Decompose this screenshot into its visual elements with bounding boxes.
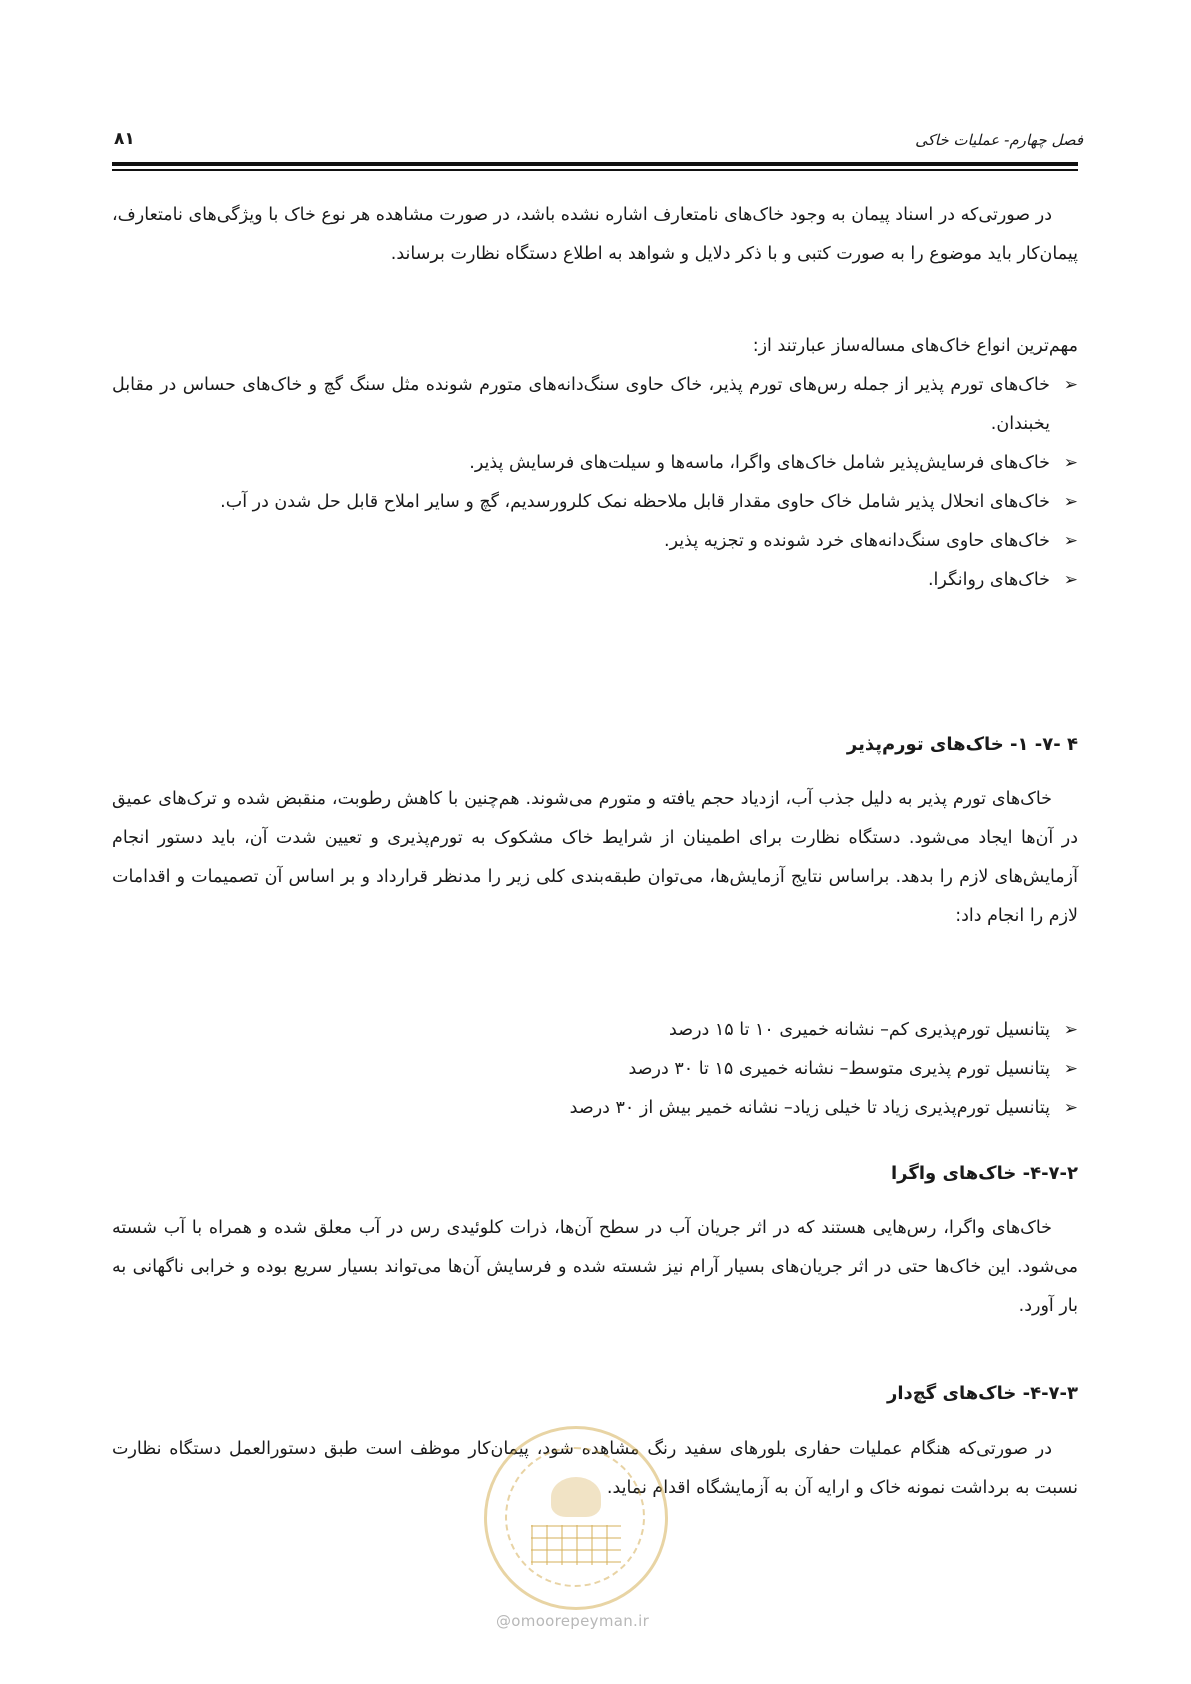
list-item: ➢ خاک‌های روانگرا.	[112, 561, 1078, 600]
problem-soils-list	[112, 366, 1078, 600]
gypsum-paragraph: در صورتی‌که هنگام عملیات حفاری بلورهای سفید رنگ مشاهده شود، پیمان‌کار موظف است طبق دستورالعمل دستگاه نظارت نسبت به برداشت نمونه خاک و ارایه آن به آزمایشگاه اقدام نماید.	[112, 1439, 1078, 1498]
header-rule-thin	[112, 169, 1078, 171]
watermark-url: @omoorepeyman.ir	[496, 1612, 650, 1630]
chapter-title: فصل چهارم- عملیات خاکی	[915, 131, 1083, 149]
section-heading-dispersive: ۴-۷-۲- خاک‌های واگرا	[890, 1163, 1078, 1184]
list-intro: مهم‌ترین انواع خاک‌های مساله‌ساز عبارتند از:	[752, 336, 1078, 356]
list-item: ➢ خاک‌های تورم پذیر از جمله رس‌های تورم پذیر، خاک حاوی سنگ‌دانه‌های متورم شونده مثل سنگ گچ و خاک‌های حساس در مقابل یخبندان.	[112, 366, 1078, 444]
list-item: ➢ پتانسیل تورم‌پذیری کم– نشانه خمیری ۱۰ تا ۱۵ درصد	[112, 1011, 1078, 1050]
list-item: ➢ خاک‌های انحلال پذیر شامل خاک حاوی مقدار قابل ملاحظه نمک کلرورسدیم، گچ و سایر املاح قابل حل شدن در آب.	[112, 483, 1078, 522]
list-item: ➢ خاک‌های حاوی سنگ‌دانه‌های خرد شونده و تجزیه پذیر.	[112, 522, 1078, 561]
list-item: ➢ خاک‌های فرسایش‌پذیر شامل خاک‌های واگرا، ماسه‌ها و سیلت‌های فرسایش پذیر.	[112, 444, 1078, 483]
arrow-bullet-icon: ➢	[1063, 1020, 1078, 1040]
swelling-classes-list	[112, 1011, 1078, 1128]
list-item: ➢ پتانسیل تورم پذیری متوسط– نشانه خمیری ۱۵ تا ۳۰ درصد	[112, 1050, 1078, 1089]
watermark-seal-icon	[484, 1426, 668, 1610]
page-number: ۸۱	[114, 129, 135, 149]
section-heading-swelling: ۴ -۷- ۱- خاک‌های تورم‌پذیر	[846, 734, 1078, 755]
arrow-bullet-icon: ➢	[1063, 1059, 1078, 1079]
arrow-bullet-icon: ➢	[1063, 492, 1078, 512]
intro-paragraph: در صورتی‌که در اسناد پیمان به وجود خاک‌های نامتعارف اشاره نشده باشد، در صورت مشاهده هر نوع خاک با ویژگی‌های نامتعارف، پیمان‌کار باید موضوع را به صورت کتبی و با ذکر دلایل و شواهد به اطلاع دستگاه نظارت برساند.	[112, 205, 1078, 264]
arrow-bullet-icon: ➢	[1063, 375, 1078, 395]
section-heading-gypsum: ۴-۷-۳- خاک‌های گچ‌دار	[886, 1383, 1078, 1404]
arrow-bullet-icon: ➢	[1063, 531, 1078, 551]
arrow-bullet-icon: ➢	[1063, 1098, 1078, 1118]
header-rule-thick	[112, 162, 1078, 166]
swelling-paragraph: خاک‌های تورم پذیر به دلیل جذب آب، ازدیاد حجم یافته و متورم می‌شوند. هم‌چنین با کاهش رطوبت، منقبض شده و ترک‌های عمیق در آن‌ها ایجاد می‌شود. دستگاه نظارت برای اطمینان از شرایط خاک مشکوک به تورم‌پذیری و تعیین شدت آن، باید دستور انجام آزمایش‌های لازم را بدهد. براساس نتایج آزمایش‌ها، می‌توان طبقه‌بندی کلی زیر را مدنظر قرارداد و بر اساس آن تصمیمات و اقدامات لازم را انجام داد:	[112, 789, 1078, 926]
arrow-bullet-icon: ➢	[1063, 570, 1078, 590]
dispersive-paragraph: خاک‌های واگرا، رس‌هایی هستند که در اثر جریان آب در سطح آن‌ها، ذرات کلوئیدی رس در آب معلق شده و همراه با آب شسته می‌شود. این خاک‌ها حتی در اثر جریان‌های بسیار آرام نیز شسته شده و فرسایش آن‌ها می‌تواند بسیار سریع بوده و خرابی ناگهانی به بار آورد.	[112, 1218, 1078, 1316]
arrow-bullet-icon: ➢	[1063, 453, 1078, 473]
list-item: ➢ پتانسیل تورم‌پذیری زیاد تا خیلی زیاد– نشانه خمیر بیش از ۳۰ درصد	[112, 1089, 1078, 1128]
